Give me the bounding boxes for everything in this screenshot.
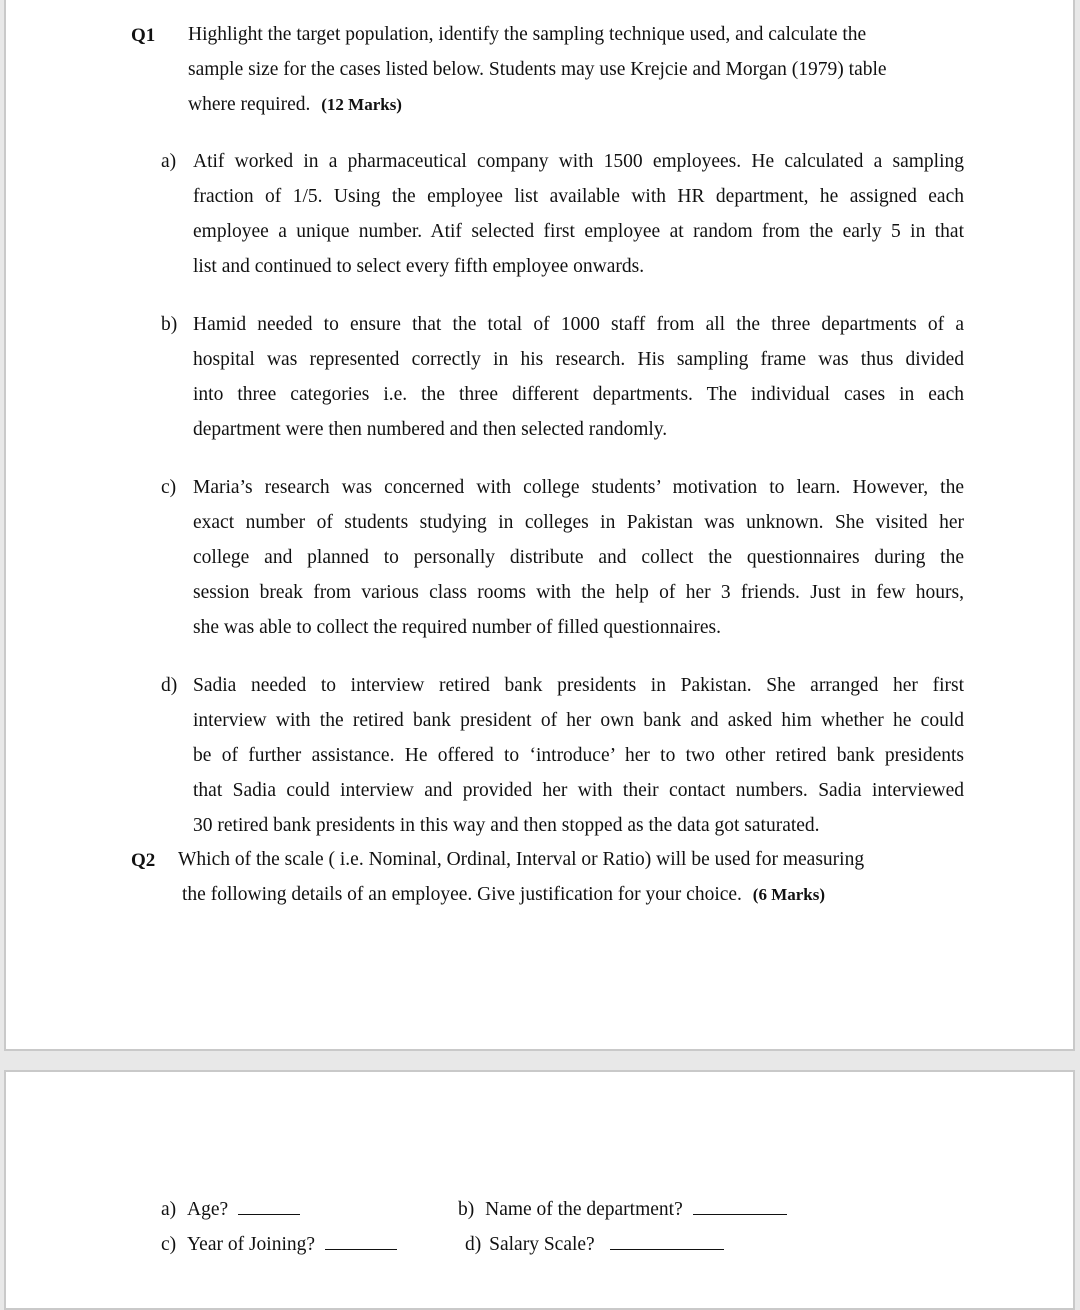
- q2-line-1: Which of the scale ( i.e. Nominal, Ordinal, Interval or Ratio) will be used for measuring: [178, 849, 865, 870]
- q1-item-d-line-4: that Sadia could interview and provided her with their contact numbers. Sadia interviewed: [193, 780, 964, 801]
- q2-item-a-label: a): [161, 1199, 177, 1220]
- q2-item-c-answer-blank[interactable]: [325, 1231, 397, 1250]
- q1-line-3: [188, 94, 402, 116]
- q1-item-b-line-1: Hamid needed to ensure that the total of 1000 staff from all the three departments of a: [193, 314, 964, 335]
- q1-line-1: Highlight the target population, identify the sampling technique used, and calculate the: [188, 24, 867, 45]
- q2-item-d-answer-blank[interactable]: [610, 1231, 724, 1250]
- q1-item-c-line-2: exact number of students studying in colleges in Pakistan was unknown. She visited her: [193, 512, 964, 533]
- q2-item-d: [465, 1231, 724, 1256]
- q1-line-3-text: where required.: [188, 94, 311, 115]
- q2-line-2: [182, 884, 825, 906]
- q2-number: Q2: [131, 850, 156, 871]
- q2-line-2-text: the following details of an employee. Give justification for your choice.: [182, 884, 742, 905]
- q2-item-c: [161, 1231, 397, 1256]
- q1-item-d-line-5: 30 retired bank presidents in this way and then stopped as the data got saturated.: [193, 815, 820, 836]
- q1-item-d-line-1: Sadia needed to interview retired bank presidents in Pakistan. She arranged her first: [193, 675, 964, 696]
- q1-item-a-line-2: fraction of 1/5. Using the employee list available with HR department, he assigned each: [193, 186, 964, 207]
- q2-item-b-answer-blank[interactable]: [693, 1196, 787, 1215]
- q1-item-a-label: a): [161, 151, 177, 172]
- q1-item-a-line-1: Atif worked in a pharmaceutical company with 1500 employees. He calculated a sampling: [193, 151, 964, 172]
- q2-item-c-text: Year of Joining?: [187, 1234, 316, 1255]
- q2-item-a: [161, 1196, 300, 1221]
- q1-item-c-label: c): [161, 477, 177, 498]
- q1-number: Q1: [131, 25, 156, 46]
- q1-item-d-line-3: be of further assistance. He offered to ‘introduce’ her to two other retired bank presidents: [193, 745, 964, 766]
- q1-line-2: sample size for the cases listed below. Students may use Krejcie and Morgan (1979) table: [188, 59, 887, 80]
- q2-item-b-label: b): [458, 1199, 475, 1220]
- q2-item-a-answer-blank[interactable]: [238, 1196, 300, 1215]
- q1-item-c-line-3: college and planned to personally distribute and collect the questionnaires during the: [193, 547, 964, 568]
- q2-marks: (6 Marks): [752, 885, 826, 904]
- q1-item-c-line-4: session break from various class rooms with the help of her 3 friends. Just in few hours,: [193, 582, 964, 603]
- q1-marks: (12 Marks): [321, 95, 402, 114]
- q1-item-b-line-2: hospital was represented correctly in his research. His sampling frame was thus divided: [193, 349, 964, 370]
- q1-item-c-line-5: she was able to collect the required number of filled questionnaires.: [193, 617, 721, 638]
- q1-item-a-line-3: employee a unique number. Atif selected first employee at random from the early 5 in that: [193, 221, 964, 242]
- q2-item-a-text: Age?: [187, 1199, 229, 1220]
- q1-item-a-line-4: list and continued to select every fifth employee onwards.: [193, 256, 645, 277]
- q1-item-b-line-3: into three categories i.e. the three different departments. The individual cases in each: [193, 384, 964, 405]
- q2-item-b-text: Name of the department?: [485, 1199, 683, 1220]
- q1-item-d-label: d): [161, 675, 178, 696]
- q1-item-b-line-4: department were then numbered and then selected randomly.: [193, 419, 668, 440]
- q2-item-d-label: d): [465, 1234, 482, 1255]
- document-page-2: [4, 1070, 1075, 1310]
- q2-item-c-label: c): [161, 1234, 177, 1255]
- q2-item-b: [458, 1196, 787, 1221]
- q2-item-d-text: Salary Scale?: [489, 1234, 595, 1255]
- q1-item-b-label: b): [161, 314, 178, 335]
- q1-item-d-line-2: interview with the retired bank president of her own bank and asked him whether he could: [193, 710, 964, 731]
- q1-item-c-line-1: Maria’s research was concerned with college students’ motivation to learn. However, the: [193, 477, 964, 498]
